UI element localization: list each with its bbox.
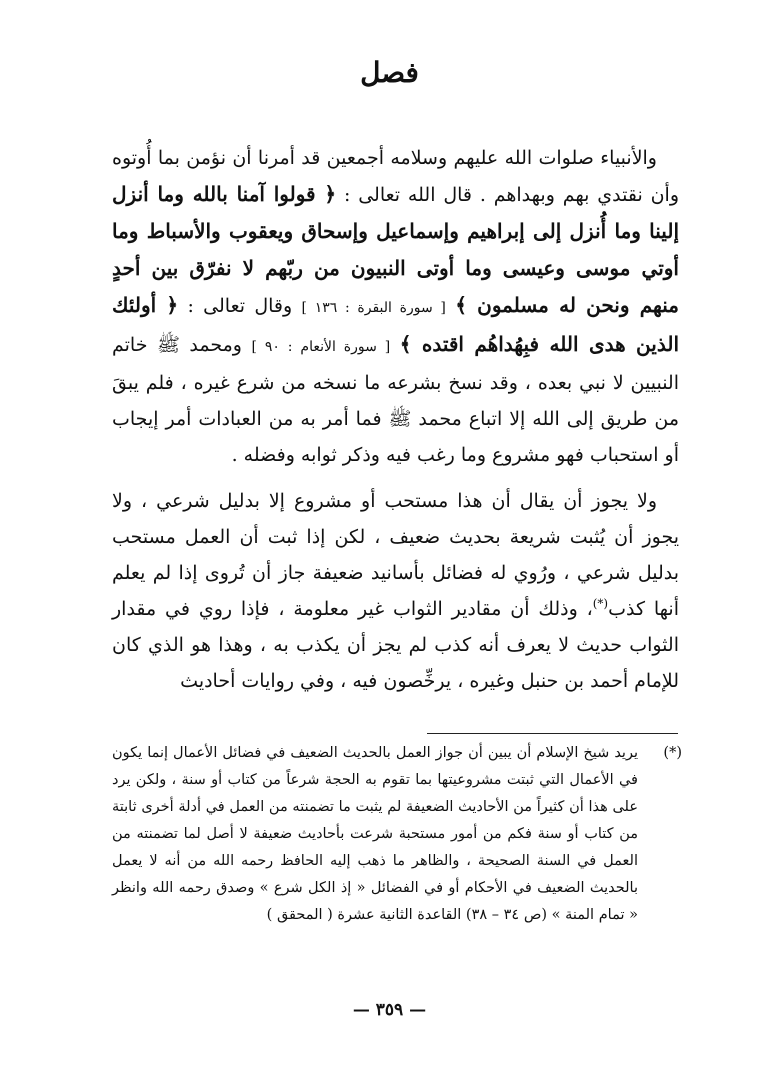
paragraph-1-text-c: ومحمد ﷺ خاتم النبيين لا نبي بعده ، وقد نسخ بشرعه ما نسخه من شرع غيره ، فلم يبقَ من طريق إلى الله إلا اتباع محمد ﷺ فما أمر به من العبادات أمر إيجاب أو استحباب فهو مشروع وما رغب فيه وذكر ثوابه وفضله .: [112, 334, 679, 466]
paragraph-1-text-b: وقال تعالى :: [178, 295, 302, 317]
quran-verse-baqarah: ﴿ قولوا آمنا بالله وما أنزل إلينا وما أُنزل إلى إبراهيم وإسماعيل وإسحاق ويعقوب والأسباط وما أوتي موسى وعيسى وما أوتى النبيون من ربّهم لا نفرّق بين أحدٍ منهم ونحن له مسلمون ﴾: [112, 182, 680, 317]
footnote-marker: (*): [663, 745, 682, 761]
verse-reference-anam: [ سورة الأنعام : ٩٠ ]: [251, 339, 391, 355]
verse-reference-baqarah: [ سورة البقرة : ١٣٦ ]: [301, 300, 446, 316]
footnote: [112, 740, 682, 929]
main-text: [112, 140, 679, 699]
paragraph-1: [112, 140, 679, 473]
paragraph-2: [112, 483, 679, 699]
quran-verse-anam: ﴿ أولئك الذين هدى الله فبِهُداهُم اقتده ﴾: [112, 293, 680, 356]
paragraph-2-text-b: ، وذلك أن مقادير الثواب غير معلومة ، فإذا روي في مقدار الثواب حديث لا يعرف أنه كذب لم يجز أن يكذب به ، وهذا هو الذي كان للإمام أحمد بن حنبل وغيره ، يرخِّصون فيه ، وفي روايات أحاديث: [112, 598, 679, 692]
paragraph-1-text-a: والأنبياء صلوات الله عليهم وسلامه أجمعين قد أمرنا أن نؤمن بما أُوتوه وأن نقتدي بهم وبهداهم . قال الله تعالى :: [112, 147, 679, 206]
paragraph-2-text-a: ولا يجوز أن يقال أن هذا مستحب أو مشروع إلا بدليل شرعي ، ولا يجوز أن يُثبت شريعة بحديث ضعيف ، لكن إذا ثبت أن العمل مستحب بدليل شرعي ، ورُوي له فضائل بأسانيد ضعيفة جاز أن تُروى إذا لم يعلم أنها كذب: [112, 490, 679, 620]
page-title: فصل: [360, 56, 419, 89]
footnote-text: يريد شيخ الإسلام أن يبين أن جواز العمل بالحديث الضعيف في فضائل الأعمال إنما يكون في الأعمال التي ثبتت مشروعيتها بما تقوم به الحجة شرعاً من كتاب أو سنة ، ولكن يرد على هذا أن كثيراً من الأحاديث الضعيفة لم يثبت ما تضمنته من العمل في أدلة أخرى ثابتة من كتاب أو سنة فكم من أمور مستحبة شرعت بأحاديث ضعيفة لا أصل لما تضمنته من العمل في السنة الصحيحة ، والظاهر ما ذهب إليه الحافظ رحمه الله من أنه لا يعمل بالحديث الضعيف في الأحكام أو في الفضائل « إذ الكل شرع » وصدق رحمه الله وانظر « تمام المنة » (ص ٣٤ – ٣٨) القاعدة الثانية عشرة ( المحقق ): [112, 745, 638, 923]
footnote-reference-marker: (*): [592, 596, 609, 611]
page-number: — ٣٥٩ —: [352, 1000, 427, 1020]
footnote-divider: [427, 733, 678, 734]
